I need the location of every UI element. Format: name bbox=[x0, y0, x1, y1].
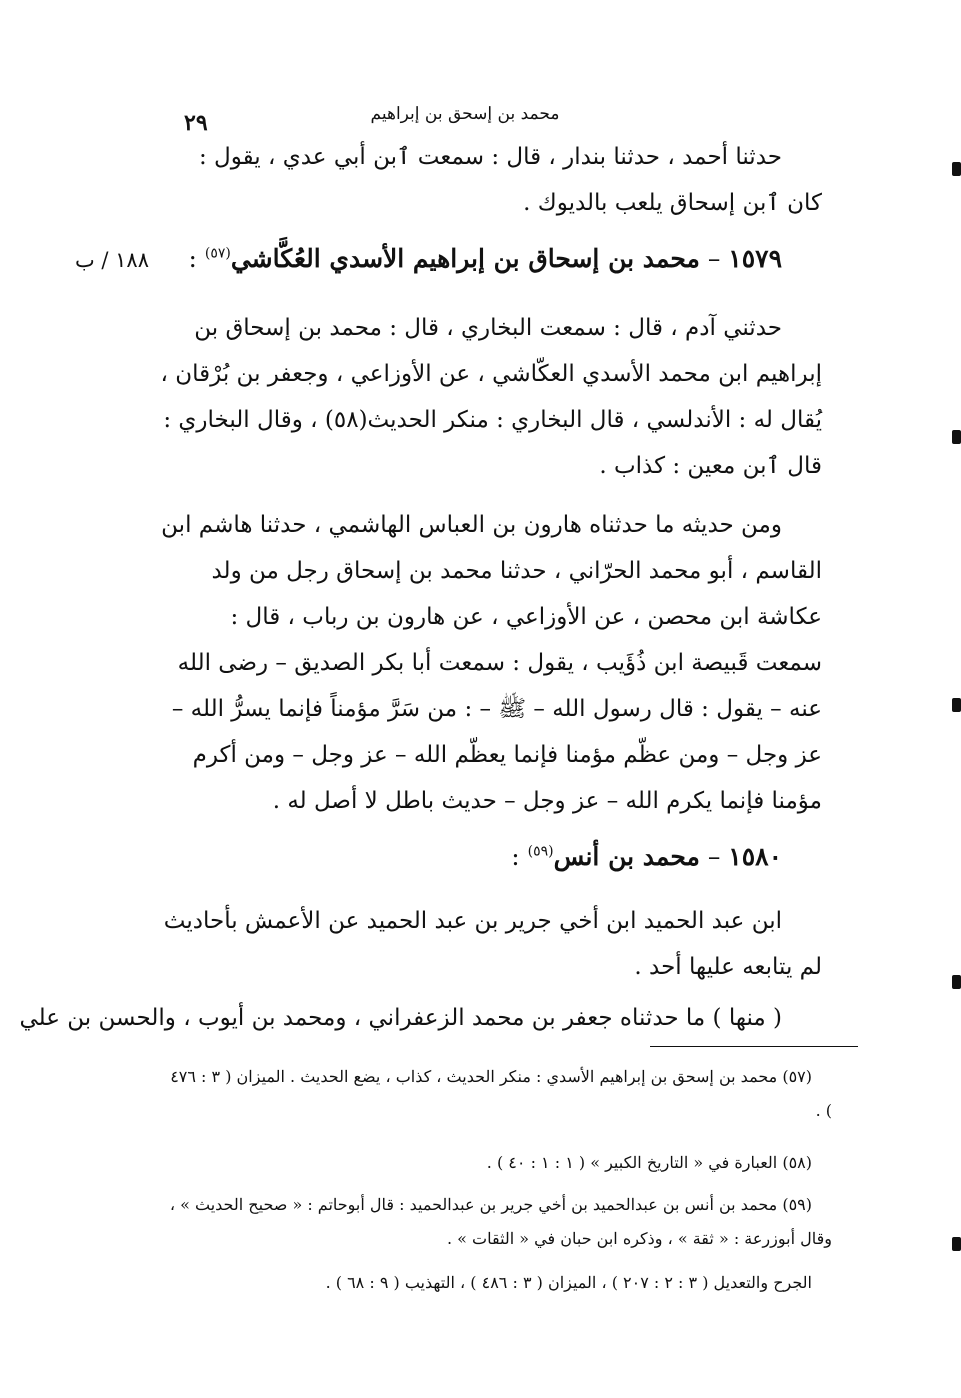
entry-colon: : bbox=[188, 244, 197, 273]
entry-dash: – bbox=[707, 244, 721, 273]
footnote-separator bbox=[650, 1046, 858, 1047]
entry-name: محمد بن أنس bbox=[553, 842, 700, 871]
entry-dash: – bbox=[707, 842, 721, 871]
scan-edge-mark bbox=[952, 975, 961, 989]
scan-edge-mark bbox=[952, 430, 961, 444]
page-number: ٢٩ bbox=[184, 110, 208, 136]
entry-1579-paragraph-2: ومن حديثه ما حدثناه هارون بن العباس الهاشمي ، حدثنا هاشم ابن القاسم ، أبو محمد الحرّاني ، حدثنا محمد بن إسحاق رجل من ولد عكاشة ابن محصن ، عن الأوزاعي ، عن هارون بن رباب ، قال : سمعت قَبيصة ابن ذُؤَيب ، يقول : سمعت أبا بكر الصديق – رضى الله عنه – يقول : قال رسول الله – ﷺ – : من سَرَّ مؤمناً فإنما يسرُّ الله – عز وجل – ومن عظّم مؤمنا فإنما يعظّم الله – عز وجل – ومن أكرم مؤمنا فإنما يكرم الله – عز وجل – حديث باطل لا أصل له . bbox=[161, 512, 822, 814]
scan-edge-mark bbox=[952, 698, 961, 712]
footnote-59: (٥٩) محمد بن أنس بن عبدالحميد بن أخي جرير بن عبدالحميد : قال أبوحاتم : « صحيح الحديث » ، وقال أبوزرعة : « ثقة » ، وذكره ابن حبان في « الثقات » . bbox=[169, 1195, 832, 1248]
intro-paragraph: حدثنا أحمد ، حدثنا بندار ، قال : سمعت ٱبن أبي عدي ، يقول : كان ٱبن إسحاق يلعب بالديوك . bbox=[198, 144, 822, 216]
footnote-ref: (٥٧) bbox=[204, 245, 231, 262]
entry-name: محمد بن إسحاق بن إبراهيم الأسدي العُكَّاشي bbox=[230, 244, 700, 273]
footnote-57: (٥٧) محمد بن إسحق بن إبراهيم الأسدي : منكر الحديث ، كذاب ، يضع الحديث . الميزان ( ٣ : ٤٧٦ ) . bbox=[170, 1067, 832, 1120]
entry-heading-1579 bbox=[170, 244, 782, 273]
scan-edge-mark bbox=[952, 1237, 961, 1251]
footnote-59-sources: الجرح والتعديل ( ٣ : ٢ : ٢٠٧ ) ، الميزان ( ٣ : ٤٨٦ ) ، التهذيب ( ٩ : ٦٨ ) . bbox=[325, 1273, 812, 1292]
entry-1580-paragraph-2: ( منها ) ما حدثناه جعفر بن محمد الزعفراني ، ومحمد بن أيوب ، والحسن بن علي bbox=[19, 1005, 782, 1031]
footnote-58: (٥٨) العبارة في « التاريخ الكبير » ( ١ : ١ : ٤٠ ) . bbox=[486, 1153, 812, 1172]
entry-1580-paragraph-1: ابن عبد الحميد ابن أخي جرير بن عبد الحميد عن الأعمش بأحاديث لم يتابعه عليها أحد . bbox=[163, 908, 822, 980]
entry-1579-paragraph-1: حدثني آدم ، قال : سمعت البخاري ، قال : محمد بن إسحاق بن إبراهيم ابن محمد الأسدي العكّاشي ، عن الأوزاعي ، وجعفر بن بُرْقان ، يُقال له : الأندلسي ، قال البخاري : منكر الحديث(٥٨) ، وقال البخاري : قال ٱبن معين : كذاب . bbox=[160, 315, 822, 479]
running-title: محمد بن إسحق بن إبراهيم bbox=[370, 104, 560, 124]
margin-folio-ref: ١٨٨ / ب bbox=[74, 248, 149, 272]
footnote-ref: (٥٩) bbox=[527, 843, 554, 860]
scan-edge-mark bbox=[952, 162, 961, 176]
entry-colon: : bbox=[511, 842, 520, 871]
entry-number: ١٥٧٩ bbox=[728, 244, 782, 273]
entry-heading-1580 bbox=[430, 842, 782, 871]
entry-number: ١٥٨٠ bbox=[728, 842, 782, 871]
